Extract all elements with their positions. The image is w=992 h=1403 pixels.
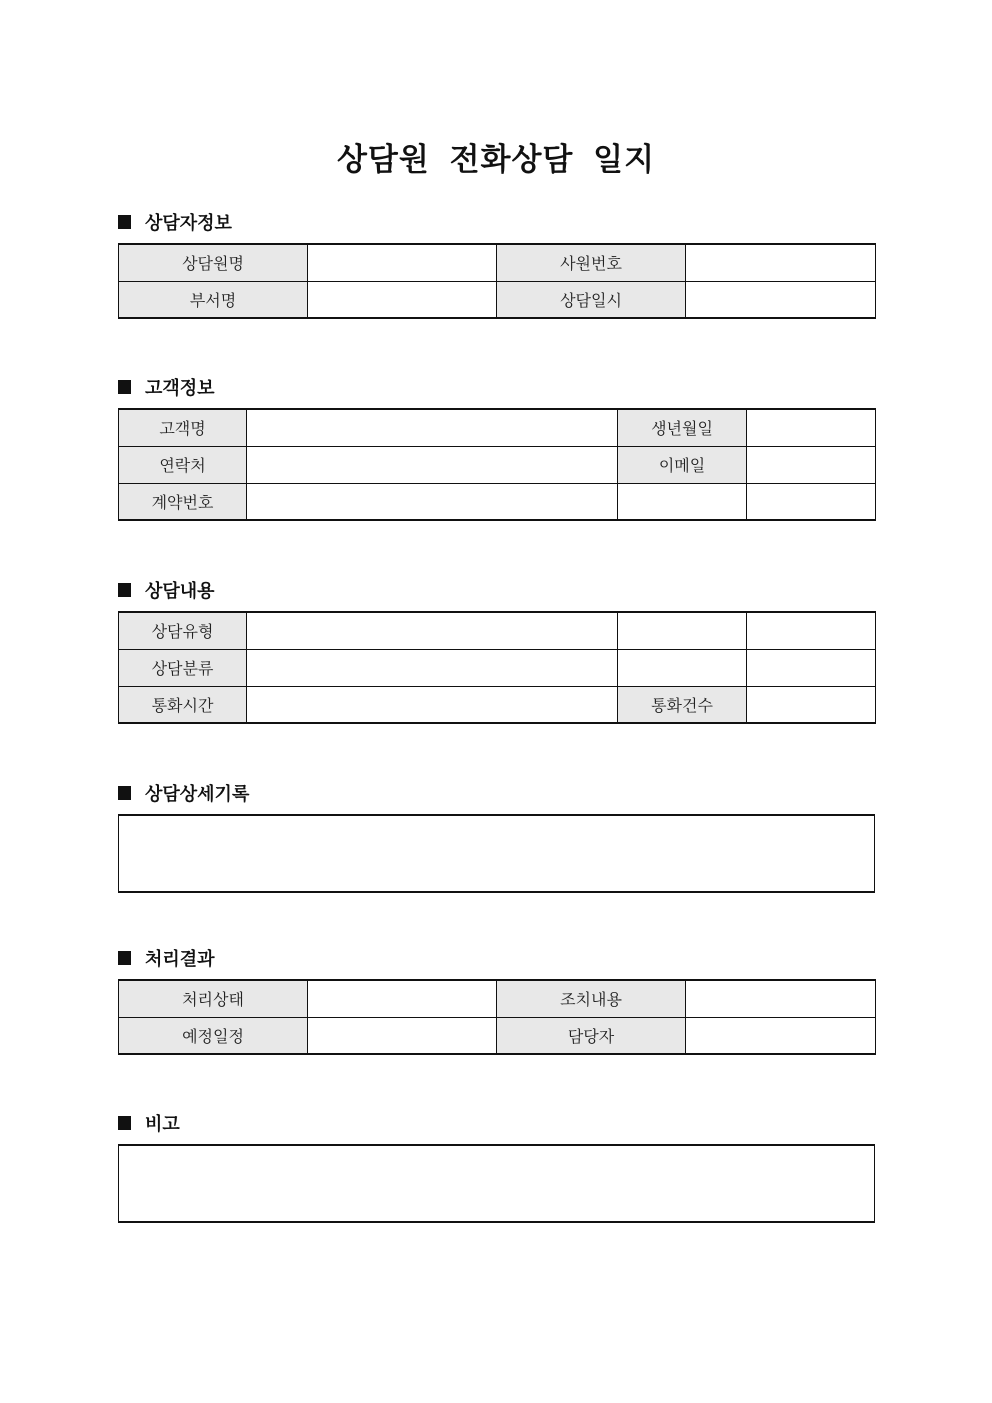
table-row bbox=[119, 649, 876, 686]
consult-type-field[interactable] bbox=[247, 612, 618, 649]
label-person-in-charge: 담당자 bbox=[497, 1017, 686, 1054]
label-process-status: 처리상태 bbox=[119, 980, 308, 1017]
empty-cell[interactable] bbox=[618, 483, 747, 520]
table-row bbox=[119, 612, 876, 649]
table-row bbox=[119, 409, 876, 446]
table-row bbox=[119, 446, 876, 483]
square-bullet-icon bbox=[118, 786, 131, 800]
label-contact: 연락처 bbox=[119, 446, 247, 483]
label-department: 부서명 bbox=[119, 281, 308, 318]
square-bullet-icon bbox=[118, 951, 131, 965]
section-title: 처리결과 bbox=[145, 949, 215, 970]
document-title: 상담원 전화상담 일지 bbox=[336, 142, 656, 178]
label-birthdate: 생년월일 bbox=[618, 409, 747, 446]
label-email: 이메일 bbox=[618, 446, 747, 483]
label-counselor-name: 상담원명 bbox=[119, 244, 308, 281]
label-contract-number: 계약번호 bbox=[119, 483, 247, 520]
section-title: 상담자정보 bbox=[145, 213, 232, 234]
section-heading-content bbox=[118, 578, 215, 602]
counselor-info-table bbox=[118, 243, 876, 319]
action-content-field[interactable] bbox=[686, 980, 876, 1017]
empty-cell[interactable] bbox=[618, 649, 747, 686]
remarks-box[interactable] bbox=[118, 1144, 875, 1223]
label-consult-category: 상담분류 bbox=[119, 649, 247, 686]
label-customer-name: 고객명 bbox=[119, 409, 247, 446]
call-duration-field[interactable] bbox=[247, 686, 618, 723]
square-bullet-icon bbox=[118, 583, 131, 597]
section-heading-detail bbox=[118, 781, 249, 805]
table-row bbox=[119, 980, 876, 1017]
section-title: 상담상세기록 bbox=[145, 784, 250, 805]
email-field[interactable] bbox=[747, 446, 876, 483]
table-row bbox=[119, 281, 876, 318]
table-row bbox=[119, 483, 876, 520]
label-consult-datetime: 상담일시 bbox=[497, 281, 686, 318]
processing-result-table bbox=[118, 979, 876, 1055]
contact-field[interactable] bbox=[247, 446, 618, 483]
section-heading-customer bbox=[118, 375, 215, 399]
empty-cell[interactable] bbox=[747, 612, 876, 649]
call-count-field[interactable] bbox=[747, 686, 876, 723]
label-consult-type: 상담유형 bbox=[119, 612, 247, 649]
table-row bbox=[119, 244, 876, 281]
table-row bbox=[119, 1017, 876, 1054]
label-call-count: 통화건수 bbox=[618, 686, 747, 723]
employee-number-field[interactable] bbox=[686, 244, 876, 281]
empty-cell[interactable] bbox=[618, 612, 747, 649]
section-title: 상담내용 bbox=[145, 581, 215, 602]
square-bullet-icon bbox=[118, 1116, 131, 1130]
label-call-duration: 통화시간 bbox=[119, 686, 247, 723]
empty-cell[interactable] bbox=[747, 483, 876, 520]
consultation-content-table bbox=[118, 611, 876, 724]
consult-datetime-field[interactable] bbox=[686, 281, 876, 318]
process-status-field[interactable] bbox=[308, 980, 497, 1017]
section-heading-result bbox=[118, 946, 215, 970]
section-title: 고객정보 bbox=[145, 378, 215, 399]
consult-category-field[interactable] bbox=[247, 649, 618, 686]
customer-name-field[interactable] bbox=[247, 409, 618, 446]
section-title: 비고 bbox=[145, 1114, 180, 1135]
birthdate-field[interactable] bbox=[747, 409, 876, 446]
department-field[interactable] bbox=[308, 281, 497, 318]
scheduled-date-field[interactable] bbox=[308, 1017, 497, 1054]
contract-number-field[interactable] bbox=[247, 483, 618, 520]
label-action-content: 조치내용 bbox=[497, 980, 686, 1017]
section-heading-remarks bbox=[118, 1111, 180, 1135]
customer-info-table bbox=[118, 408, 876, 521]
square-bullet-icon bbox=[118, 215, 131, 229]
table-row bbox=[119, 686, 876, 723]
square-bullet-icon bbox=[118, 380, 131, 394]
label-employee-number: 사원번호 bbox=[497, 244, 686, 281]
counselor-name-field[interactable] bbox=[308, 244, 497, 281]
detail-record-box[interactable] bbox=[118, 814, 875, 893]
section-heading-counselor bbox=[118, 210, 232, 234]
person-in-charge-field[interactable] bbox=[686, 1017, 876, 1054]
label-scheduled-date: 예정일정 bbox=[119, 1017, 308, 1054]
empty-cell[interactable] bbox=[747, 649, 876, 686]
